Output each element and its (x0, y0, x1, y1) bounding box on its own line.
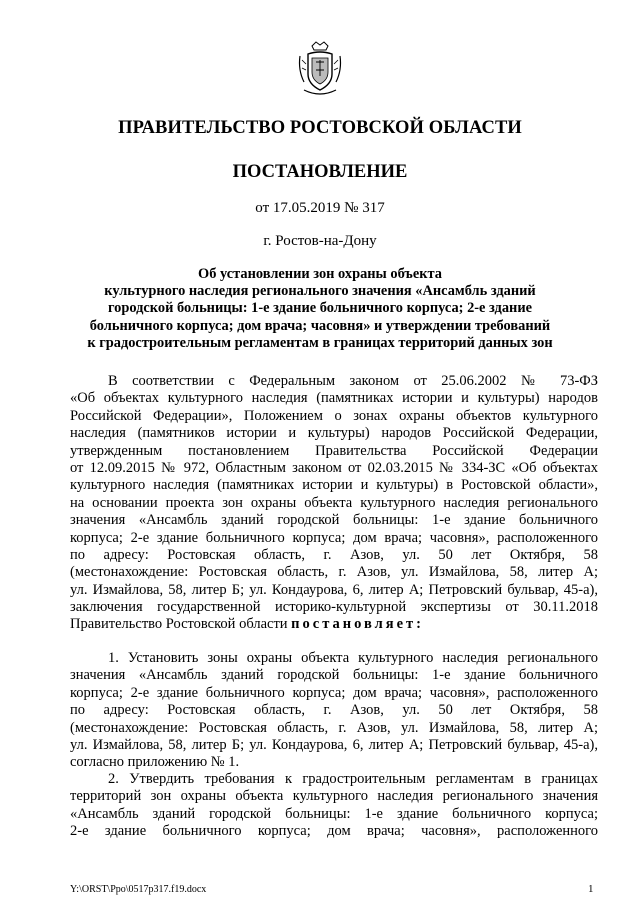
item-1-paragraph (70, 650, 598, 772)
preamble-ending: Правительство Ростовской области (70, 616, 288, 633)
paragraph-line: на основании проекта зон охраны объекта культурного наследия регионального (70, 494, 598, 511)
paragraph-line: от 12.09.2015 № 972, Областным законом от 02.03.2015 № 334-ЗС «Об объектах (70, 459, 598, 476)
document-subject (60, 266, 580, 352)
paragraph-line: культурного наследия (памятниках истории и культуры) в Ростовской области», (70, 477, 598, 494)
document-type: ПОСТАНОВЛЕНИЕ (232, 162, 408, 182)
paragraph-line: значения «Ансамбль зданий городской больницы: 1-е здание больничного (70, 667, 598, 684)
paragraph-line: ул. Измайлова, 58, литер Б; ул. Кондаурова, 6, литер А; Петровский бульвар, 45-а), (70, 581, 598, 598)
paragraph-line: (местонахождение: Ростовская область, г. Азов, ул. Измайлова, 58, литер А; (70, 564, 598, 581)
item-2-paragraph (70, 771, 598, 841)
paragraph-line: по адресу: Ростовская область, г. Азов, ул. 50 лет Октября, 58 (70, 546, 598, 563)
paragraph-line: В соответствии с Федеральным законом от 25.06.2002 № 73-ФЗ (108, 373, 598, 389)
paragraph-line: корпуса; 2-е здание больничного корпуса; дом врача; часовня», расположенного (70, 529, 598, 546)
paragraph-line: заключения государственной историко-культурной экспертизы от 30.11.2018 (70, 599, 598, 616)
paragraph-line: 1. Установить зоны охраны объекта культурного наследия регионального (108, 650, 598, 666)
subject-line: культурного наследия регионального значения «Ансамбль зданий (104, 283, 536, 300)
paragraph-line: ул. Измайлова, 58, литер Б; ул. Кондаурова, 6, литер А; Петровский бульвар, 45-а), (70, 736, 598, 753)
subject-line: городской больницы: 1-е здание больничного корпуса; 2-е здание (107, 300, 533, 317)
paragraph-line: «Ансамбль зданий городской больницы: 1-е здание больничного корпуса; (70, 805, 598, 822)
paragraph-line: территорий зон охраны объекта культурного наследия регионального значения (70, 788, 598, 805)
government-title: ПРАВИТЕЛЬСТВО РОСТОВСКОЙ ОБЛАСТИ (118, 118, 522, 138)
paragraph-line: Российской Федерации», Положением о зонах охраны объектов культурного (70, 407, 598, 424)
paragraph-line: утвержденным постановлением Правительства Российской Федерации (70, 442, 598, 459)
coat-of-arms-emblem (296, 40, 344, 100)
page-number: 1 (588, 883, 594, 895)
paragraph-line: по адресу: Ростовская область, г. Азов, ул. 50 лет Октября, 58 (70, 702, 598, 719)
paragraph-line: 2-е здание больничного корпуса; дом врача; часовня», расположенного (70, 823, 598, 840)
resolves-word: постановляет: (291, 616, 425, 633)
paragraph-line: (местонахождение: Ростовская область, г. Азов, ул. Измайлова, 58, литер А; (70, 719, 598, 736)
paragraph-line: «Об объектах культурного наследия (памятниках истории и культуры) народов (70, 390, 598, 407)
date-and-number: от 17.05.2019 № 317 (255, 200, 385, 216)
paragraph-line: 2. Утвердить требования к градостроительным регламентам в границах (108, 771, 598, 787)
city-line: г. Ростов-на-Дону (263, 233, 377, 249)
paragraph-line (70, 616, 598, 633)
subject-line: к градостроительным регламентам в границах территорий данных зон (87, 334, 553, 351)
subject-line: Об установлении зон охраны объекта (198, 266, 442, 282)
subject-line: больничного корпуса; дом врача; часовня» и утверждении требований (89, 317, 551, 334)
paragraph-line: наследия (памятников истории и культуры) народов Российской Федерации, (70, 425, 598, 442)
preamble-paragraph (70, 373, 598, 634)
paragraph-line: значения «Ансамбль зданий городской больницы: 1-е здание больничного (70, 512, 598, 529)
paragraph-line: корпуса; 2-е здание больничного корпуса; дом врача; часовня», расположенного (70, 684, 598, 701)
file-path-footer: Y:\ORST\Ppo\0517p317.f19.docx (70, 884, 207, 895)
paragraph-line: согласно приложению № 1. (70, 754, 240, 771)
